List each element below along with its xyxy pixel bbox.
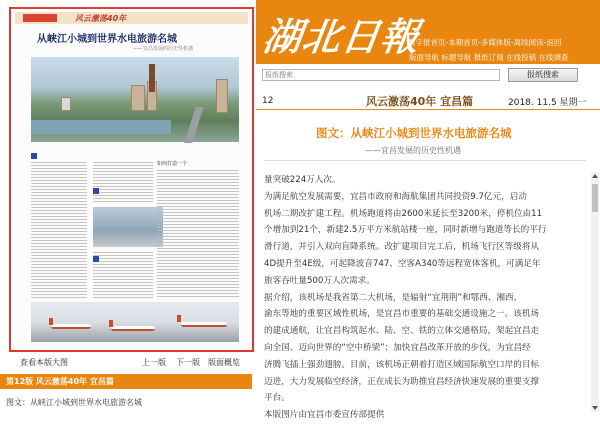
page-number: 12 (262, 96, 274, 106)
scroll-up-arrow-icon[interactable] (591, 172, 599, 180)
page-thumbnail-content (15, 12, 248, 348)
current-page-label: 第12版 风云激荡40年 宜昌篇 (6, 377, 114, 386)
scroll-thumb[interactable] (592, 184, 598, 212)
page-thumbnail[interactable] (9, 7, 254, 352)
thumbnail-masthead-title: 风云激荡40年 (75, 14, 127, 23)
scroll-down-arrow-icon[interactable] (591, 404, 599, 412)
article-body (264, 172, 590, 421)
article-line: 渝东等地的重要区域性机场，是宜昌市重要的基础交通设施之一。该机场 (264, 309, 540, 320)
thumbnail-masthead-badge (23, 14, 57, 22)
thumbnail-text-column (93, 162, 153, 202)
photo-building (216, 79, 228, 113)
photo-river (31, 120, 171, 134)
article-line: 济腾飞插上强劲翅膀。目前，该机场正朝着打造区域国际航空口岸的目标 (264, 359, 540, 370)
thumbnail-text-column (157, 170, 239, 298)
header-links-primary[interactable]: 数字报首页-本期首页-多媒体版-离线阅读-返回 (408, 38, 562, 47)
prev-page-link[interactable]: 上一版 (142, 358, 166, 367)
article-line: 量突破224万人次。 (264, 175, 341, 185)
article-line: 平台。 (264, 393, 290, 404)
article-list-item[interactable]: 图文：从峡江小城到世界水电旅游名城 (6, 398, 142, 407)
article-line: 迈进，大力发展临空经济，正在成长为助推宜昌经济快速发展的重要支撑 (264, 376, 540, 387)
photo-plane (181, 322, 227, 327)
article-line: 本版图片由宜昌市委宣传部提供 (264, 410, 385, 421)
divider (264, 160, 586, 161)
thumbnail-subhead: ——宜昌发展的历史性机遇 (133, 46, 194, 52)
article-line: 向全国、迈向世界的“空中桥梁”；加快宜昌改革开放的步伐，为宜昌经 (264, 342, 531, 353)
thumbnail-airport-photo[interactable] (93, 207, 163, 247)
photo-plane (111, 326, 155, 331)
page-nav (0, 355, 252, 370)
thumbnail-section-badge (31, 153, 37, 159)
thumbnail-text-column (93, 252, 153, 298)
photo-building (61, 97, 71, 111)
article-line: 滑行道，并引入双向盲降系统。改扩建项目完工后，机场飞行区等级将从 (264, 242, 540, 253)
right-panel (256, 0, 600, 419)
next-page-link[interactable]: 下一版 (176, 358, 200, 367)
section-title: 风云激荡40年 宜昌篇 (366, 95, 474, 108)
photo-plane-tail (177, 315, 181, 322)
article-line: 4D提升至4E级，可起降波音747、空客A340等远程宽体客机，可满足年 (264, 258, 541, 269)
photo-plane (51, 324, 91, 329)
header-links-secondary[interactable]: 版面导航 标题导航 报纸订阅 在线投稿 在线调查 (409, 53, 569, 62)
article-subtitle: ——宜昌发展的历史性机遇 (365, 146, 461, 155)
thumbnail-planes-photo[interactable] (31, 302, 239, 342)
article-scrollbar[interactable] (591, 172, 599, 412)
header-bar (256, 0, 600, 64)
article-title: 图文：从峡江小城到世界水电旅游名城 (316, 126, 512, 140)
photo-pagoda (149, 64, 155, 92)
newspaper-logo[interactable]: 湖北日報 (260, 14, 423, 59)
search-bar (256, 66, 600, 84)
page-date: 2018. 11.5 星期一 (508, 98, 587, 108)
article-line: 据介绍，该机场是我省第二大机场，是辐射“宜荆荆”和鄂西、湘西、 (264, 292, 523, 303)
thumbnail-masthead (15, 12, 248, 24)
thumbnail-right-heading: 如何打造一个 (157, 161, 188, 167)
photo-plane-tail (109, 320, 113, 327)
current-page-bar (0, 374, 252, 389)
article-line: 个增加到21个，新建2.5万平方米航站楼一座，同时新增与跑道等长的平行 (264, 225, 547, 236)
view-large-link[interactable]: 查看本版大图 (20, 358, 68, 367)
thumbnail-headline[interactable]: 从峡江小城到世界水电旅游名城 (37, 34, 177, 45)
photo-building (131, 85, 145, 111)
thumbnail-text-column (31, 162, 87, 298)
thumbnail-section-badge (93, 256, 99, 262)
thumbnail-section-badge (93, 188, 99, 194)
search-button[interactable]: 报纸搜索 (508, 68, 578, 82)
left-panel (0, 0, 252, 419)
page-list-link[interactable]: 版面概览 (208, 358, 240, 367)
article-line: 的建成通航，让宜昌构筑起水、陆、空、铁的立体交通格局，架起宜昌走 (264, 326, 540, 337)
article-line: 为满足航空发展需要，宜昌市政府和海航集团共同投资9.7亿元，启动 (264, 191, 527, 202)
search-input[interactable] (262, 69, 500, 81)
page-info-bar (256, 90, 600, 110)
article-line: 旅客吞吐量500万人次需求。 (264, 275, 375, 286)
article-line: 机场二期改扩建工程。机场跑道将由2600米延长至3200米，停机位由11 (264, 208, 543, 219)
photo-plane-tail (49, 318, 53, 325)
